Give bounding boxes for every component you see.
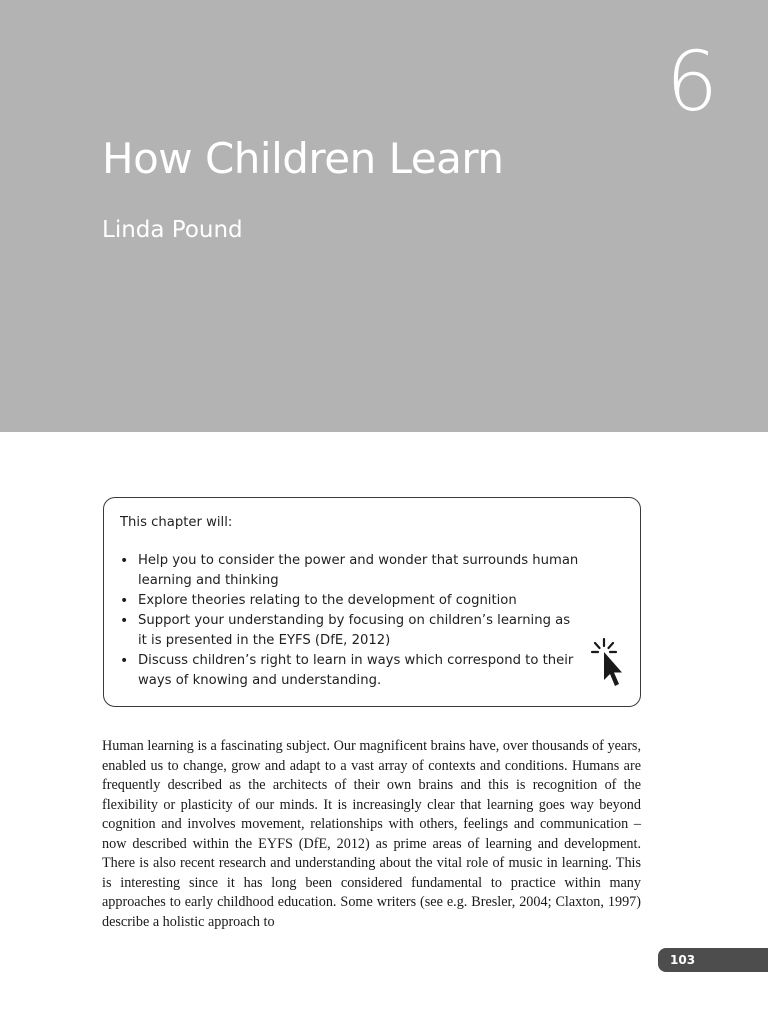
objective-item: • Discuss children’s right to learn in ways which correspond to their ways of knowing and understanding. (120, 651, 578, 691)
chapter-objectives-box (103, 497, 641, 707)
chapter-number: 6 (665, 35, 718, 130)
objective-item: • Explore theories relating to the development of cognition (120, 591, 624, 611)
page-number-tab (658, 948, 768, 972)
objective-item: • Help you to consider the power and wonder that surrounds human learning and thinking (120, 551, 624, 591)
body-paragraph: Human learning is a fascinating subject. Our magnificent brains have, over thousands of years, enabled us to change, grow and adapt to a vast array of contexts and conditions. Humans are frequently described as the architects of their own brains and this is recognition of the flexibility or plasticity of our minds. It is increasingly clear that learning goes way beyond cognition and involves movement, relationships with others, feelings and communication – now described within the EYFS (DfE, 2012) as prime areas of learning and development. There is also recent research and understanding about the vital role of music in learning. This is interesting since it has long been considered fundamental to practice within many approaches to early childhood education. Some writers (see e.g. Bresler, 2004; Claxton, 1997) describe a holistic approach to (102, 738, 641, 930)
cursor-click-icon (590, 637, 628, 693)
objective-item: • Support your understanding by focusing on children’s learning as it is presented in the EYFS (DfE, 2012) (120, 611, 578, 651)
objectives-intro: This chapter will: (120, 515, 233, 530)
chapter-header-banner (0, 0, 768, 432)
chapter-title: How Children Learn (102, 134, 504, 183)
objectives-list (120, 551, 624, 691)
page-number: 103 (670, 953, 696, 967)
chapter-author: Linda Pound (102, 217, 243, 243)
